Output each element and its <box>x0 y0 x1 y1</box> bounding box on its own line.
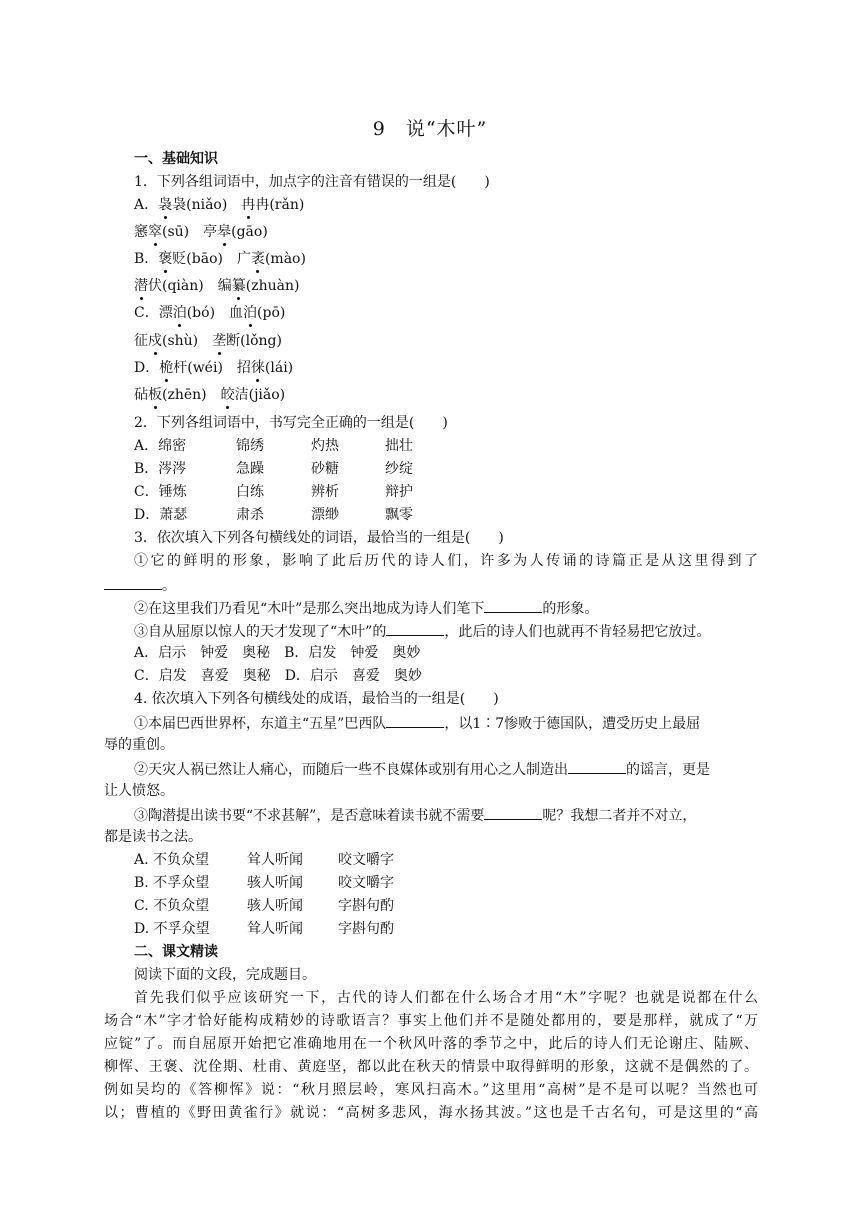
q1-option-c-line1: C．漂泊(bó) 血泊(pō) <box>134 305 286 321</box>
q4-sentence-2: ②天灾人祸已然让人痛心，而随后一些不良媒体或别有用心之人制造出 的谣言，更是 <box>134 758 710 780</box>
q2-cell: 锦绣 <box>236 438 264 454</box>
q4-cell: 咬文嚼字 <box>338 875 394 891</box>
q4-cell: 骇人听闻 <box>247 875 303 891</box>
q3-options-cd: C．启发 喜爱 奥秘 D．启示 喜爱 奥妙 <box>134 668 422 684</box>
reading-passage-line: 例如吴均的《答柳恽》说：“秋月照层岭，寒风扫高木。”这里用“高树”是不是可以呢？当然也可 <box>104 1082 758 1098</box>
q2-cell: 辨析 <box>311 484 339 500</box>
q3-sentence-2: ②在这里我们乃看见“木叶”是那么突出地成为诗人们笔下 的形象。 <box>134 597 598 619</box>
section-heading-basics: 一、基础知识 <box>134 151 218 167</box>
q4-cell: 咬文嚼字 <box>338 852 394 868</box>
q3-sentence-1-part2: 。 <box>104 574 176 596</box>
q1-option-b-line2: 潜伏(qiàn) 编纂(zhuàn) <box>134 278 300 294</box>
emphasis-dot-char: 桅 <box>159 360 174 376</box>
emphasis-dot-char: 褒 <box>158 251 173 267</box>
emphasis-dot-char: 徕 <box>250 360 265 376</box>
reading-passage-line: 柳恽、王褒、沈佺期、杜甫、黄庭坚，都以此在秋天的情景中取得鲜明的形象，这就不是偶然的了。 <box>104 1059 758 1075</box>
emphasis-dot-char: 冉 <box>241 197 256 213</box>
reading-intro: 阅读下面的文段，完成题目。 <box>134 967 316 983</box>
q1-option-c-line2: 征戍(shù) 垄断(lǒng) <box>134 333 282 349</box>
q4-cell: 耸人听闻 <box>247 921 303 937</box>
emphasis-dot-char: 戍 <box>148 333 162 349</box>
q3-sentence-1-part1: ①它的鲜明的形象，影响了此后历代的诗人们，许多为人传诵的诗篇正是从这里得到了 <box>134 553 758 569</box>
q4-sentence-3: ③陶潜提出读书要“不求甚解”，是否意味着读书就不需要 呢？我想二者并不对立， <box>134 804 696 826</box>
emphasis-dot-char: 皋 <box>217 224 232 240</box>
reading-passage-line: 以；曹植的《野田黄雀行》就说：“高树多悲风，海水扬其波。”这也是千古名句，可是这里的“高 <box>104 1105 758 1121</box>
q2-cell: 辩护 <box>385 484 413 500</box>
reading-passage-line: 场合“木”字才恰好能构成精妙的诗歌语言？事实上他们并不是随处都用的，要是那样，就成了“万 <box>104 1013 758 1029</box>
q4-cell: B. 不孚众望 <box>134 875 210 891</box>
q3-sentence-3: ③自从屈原以惊人的天才发现了“木叶”的 ，此后的诗人们也就再不肯轻易把它放过。 <box>134 620 710 642</box>
q2-cell: B．涔涔 <box>134 461 187 477</box>
q3-options-ab: A．启示 钟爱 奥秘 B．启发 钟爱 奥妙 <box>134 645 421 661</box>
fill-blank <box>484 804 542 820</box>
emphasis-dot-char: 泊 <box>172 305 187 321</box>
fill-blank <box>484 597 542 613</box>
q1-option-d-line2: 砧板(zhēn) 皎洁(jiǎo) <box>134 387 286 403</box>
q2-cell: 白练 <box>236 484 264 500</box>
emphasis-dot-char: 皎 <box>220 387 235 403</box>
fill-blank <box>104 574 162 590</box>
q4-cell: D. 不孚众望 <box>134 921 210 937</box>
emphasis-dot-char: 垄 <box>212 333 227 349</box>
q1-option-a-line1: A．袅袅(niǎo) 冉冉(rǎn) <box>134 197 305 213</box>
section-heading-reading: 二、课文精读 <box>134 944 218 960</box>
q4-cell: C. 不负众望 <box>134 898 210 914</box>
q2-cell: 灼热 <box>311 438 339 454</box>
q4-sentence-1-cont: 辱的重创。 <box>104 737 174 753</box>
q4-cell: 骇人听闻 <box>247 898 303 914</box>
q4-sentence-2-cont: 让人愤怒。 <box>104 783 174 799</box>
emphasis-dot-char: 窣 <box>148 224 162 240</box>
q2-cell: C．锤炼 <box>134 484 187 500</box>
emphasis-dot-char: 板 <box>148 387 162 403</box>
q1-option-d-line1: D．桅杆(wéi) 招徕(lái) <box>134 360 294 376</box>
q2-cell: 飘零 <box>385 507 413 523</box>
emphasis-dot-char: 潜 <box>134 278 148 294</box>
q4-cell: 耸人听闻 <box>247 852 303 868</box>
emphasis-dot-char: 泊 <box>243 305 258 321</box>
question-3-stem: 3．依次填入下列各句横线处的词语，最恰当的一组是( ) <box>134 530 504 546</box>
q4-sentence-1: ①本届巴西世界杯，东道主“五星”巴西队 ，以1∶7惨败于德国队，遭受历史上最屈 <box>134 712 700 734</box>
q4-cell: A. 不负众望 <box>134 852 210 868</box>
reading-passage-line: 首先我们似乎应该研究一下，古代的诗人们都在什么场合才用“木”字呢？也就是说都在什么 <box>134 990 758 1006</box>
q4-cell: 字斟句酌 <box>338 921 394 937</box>
question-4-stem: 4. 依次填入下列各句横线处的成语，最恰当的一组是( ) <box>134 691 499 707</box>
q2-cell: 肃杀 <box>236 507 264 523</box>
emphasis-dot-char: 袤 <box>250 251 265 267</box>
page-title: 9 说“木叶” <box>372 118 488 140</box>
fill-blank <box>386 620 444 636</box>
fill-blank <box>568 758 626 774</box>
question-1-stem: 1．下列各组词语中，加点字的注音有错误的一组是( ) <box>134 174 490 190</box>
question-2-stem: 2．下列各组词语中，书写完全正确的一组是( ) <box>134 415 448 431</box>
emphasis-dot-char: 纂 <box>231 278 246 294</box>
q2-cell: 拙壮 <box>385 438 413 454</box>
q2-cell: 纱绽 <box>385 461 413 477</box>
q1-option-a-line2: 窸窣(sū) 亭皋(gāo) <box>134 224 268 240</box>
q2-cell: D．萧瑟 <box>134 507 188 523</box>
q1-option-b-line1: B．褒贬(bāo) 广袤(mào) <box>134 251 306 267</box>
q4-sentence-3-cont: 都是读书之法。 <box>104 829 202 845</box>
q4-cell: 字斟句酌 <box>338 898 394 914</box>
q2-cell: A．绵密 <box>134 438 187 454</box>
reading-passage-line: 应锭”了。而自屈原开始把它准确地用在一个秋风叶落的季节之中，此后的诗人们无论谢庄、陆厥、 <box>104 1036 758 1052</box>
q2-cell: 急躁 <box>236 461 264 477</box>
q2-cell: 砂糖 <box>311 461 339 477</box>
q2-cell: 漂缈 <box>311 507 339 523</box>
emphasis-dot-char: 袅 <box>158 197 173 213</box>
fill-blank <box>386 712 444 728</box>
